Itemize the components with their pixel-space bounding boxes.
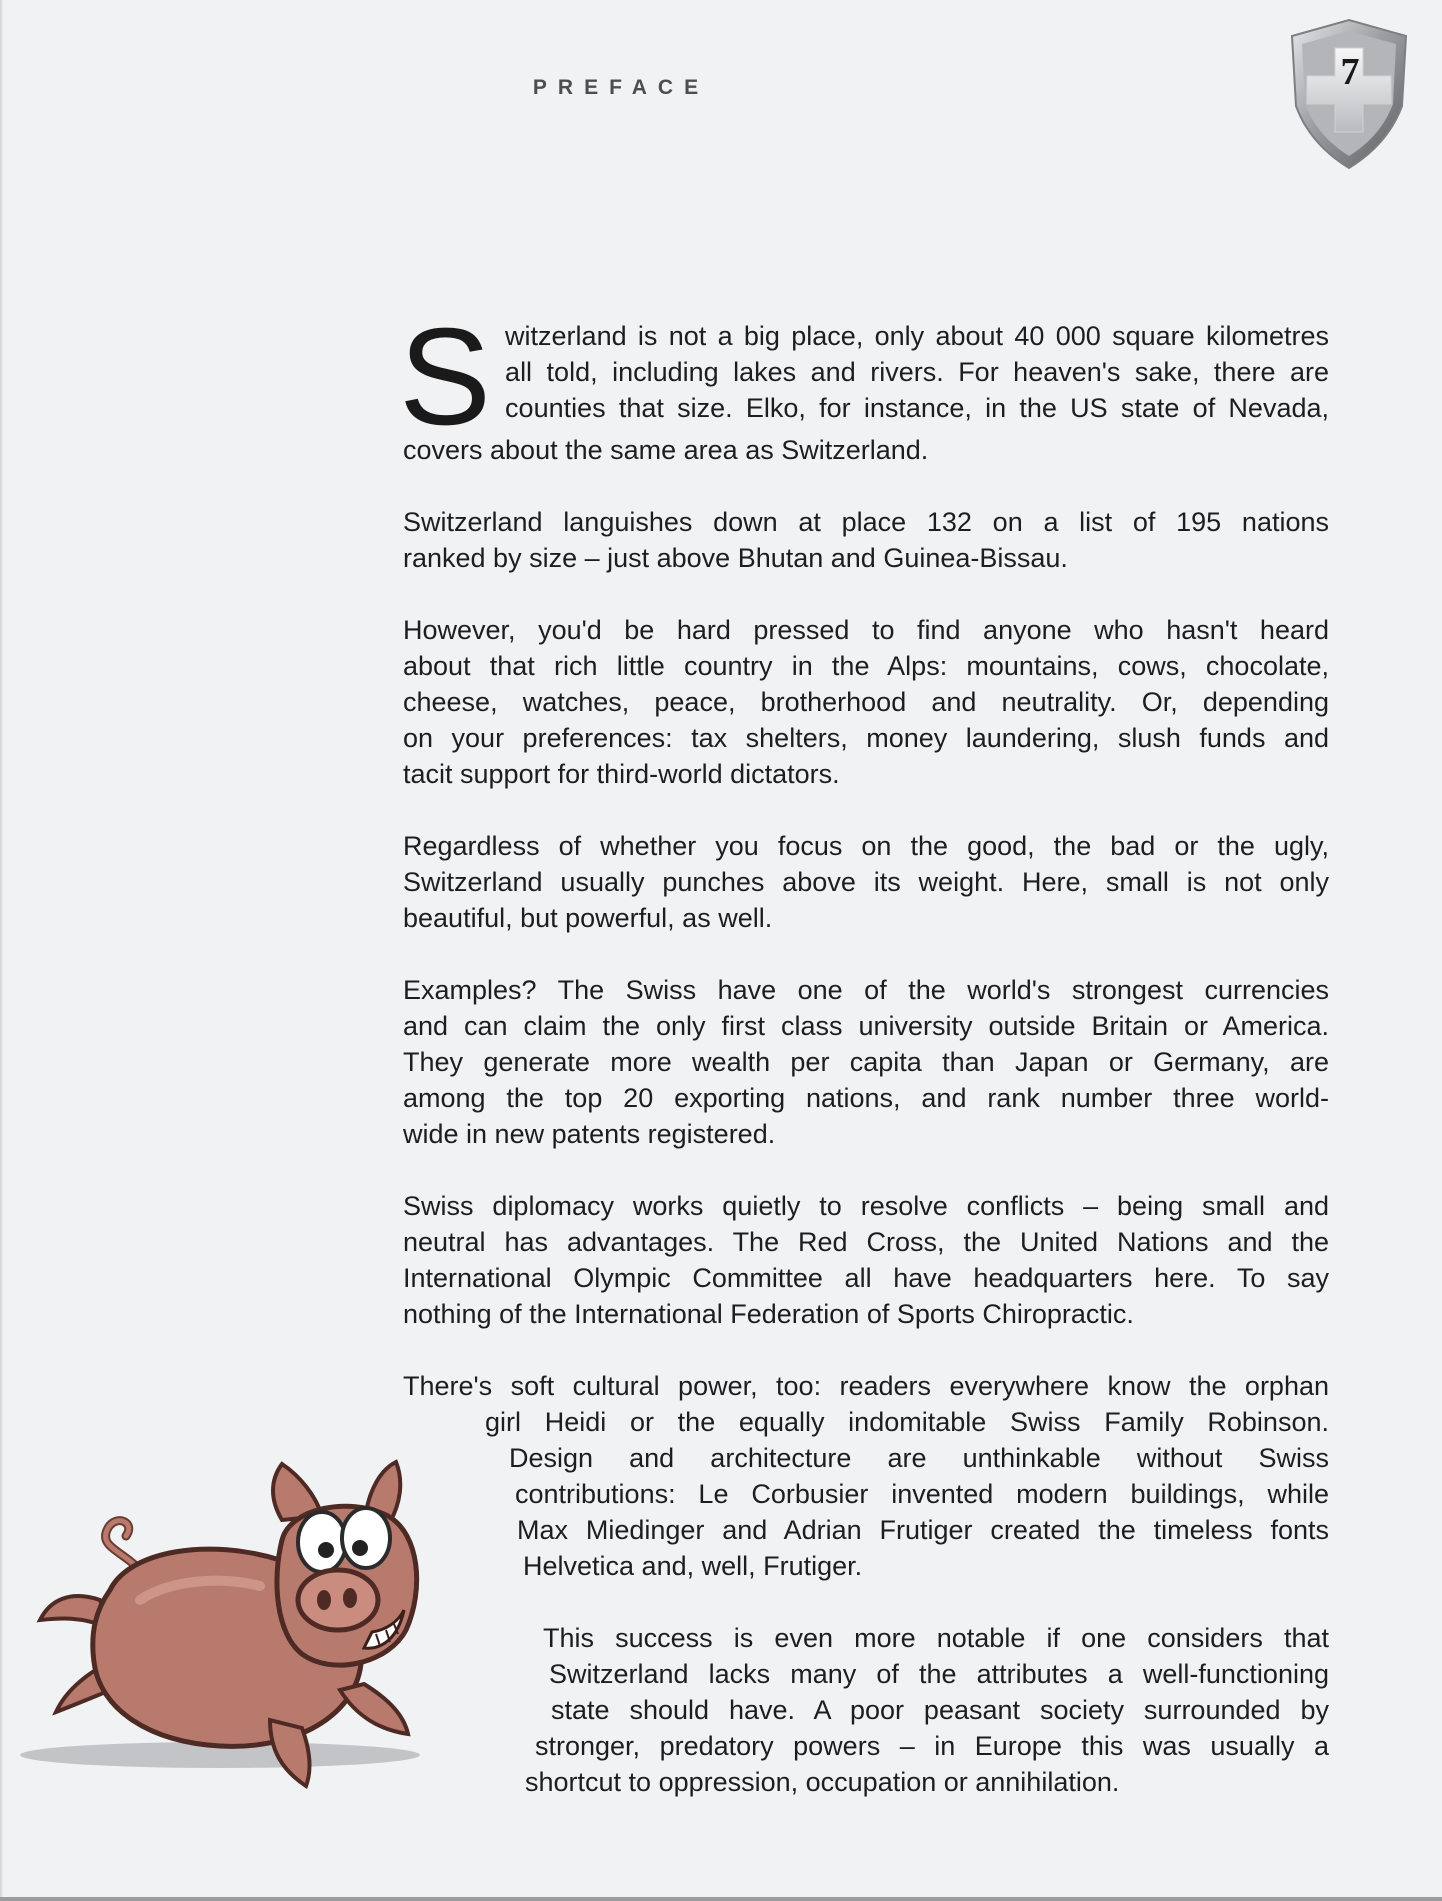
page-edge-bottom [0, 1897, 1442, 1901]
text-line: This success is even more notable if one considers that [543, 1623, 1329, 1653]
text-line: Switzerland lacks many of the attributes a well-functioning [549, 1659, 1329, 1689]
text-line: contributions: Le Corbusier invented modern buildings, while [515, 1479, 1329, 1509]
text-line: on your preferences: tax shelters, money laundering, slush funds and [403, 723, 1329, 753]
body-text [399, 300, 1329, 1836]
paragraph-7 [403, 1368, 1329, 1584]
text-line: ranked by size – just above Bhutan and Guinea-Bissau. [403, 543, 1068, 573]
paragraph-4 [403, 828, 1329, 936]
text-line: Examples? The Swiss have one of the world's strongest currencies [403, 975, 1329, 1005]
paragraph-2 [403, 504, 1329, 576]
text-line: among the top 20 exporting nations, and rank number three world- [403, 1083, 1329, 1113]
text-line: However, you'd be hard pressed to find anyone who hasn't heard [403, 615, 1329, 645]
text-line: stronger, predatory powers – in Europe this was usually a [535, 1731, 1329, 1761]
text-line: They generate more wealth per capita than Japan or Germany, are [403, 1047, 1329, 1077]
text-line: about that rich little country in the Alps: mountains, cows, chocolate, [403, 651, 1329, 681]
paragraph-6 [403, 1188, 1329, 1332]
text-line: Max Miedinger and Adrian Frutiger created the timeless fonts [517, 1515, 1329, 1545]
text-line: Design and architecture are unthinkable without Swiss [509, 1443, 1329, 1473]
text-line: cheese, watches, peace, brotherhood and neutrality. Or, depending [403, 687, 1329, 717]
text-line: covers about the same area as Switzerland. [403, 435, 929, 465]
flying-pig-illustration [20, 1450, 490, 1810]
text-line: nothing of the International Federation of Sports Chiropractic. [403, 1299, 1134, 1329]
text-line: Regardless of whether you focus on the good, the bad or the ugly, [403, 831, 1329, 861]
page-edge [0, 0, 3, 1901]
text-line: Swiss diplomacy works quietly to resolve conflicts – being small and [403, 1191, 1329, 1221]
page-number: 7 [1340, 51, 1360, 93]
text-line: witzerland is not a big place, only about 40 000 square kilometres [505, 321, 1329, 351]
text-line: tacit support for third-world dictators. [403, 759, 840, 789]
text-line: There's soft cultural power, too: readers everywhere know the orphan [403, 1371, 1329, 1401]
text-line: International Olympic Committee all have headquarters here. To say [403, 1263, 1329, 1293]
text-line: state should have. A poor peasant society surrounded by [551, 1695, 1329, 1725]
drop-cap: S [399, 300, 492, 454]
paragraph-3 [403, 612, 1329, 792]
paragraph-5 [403, 972, 1329, 1152]
swiss-shield-icon [1284, 14, 1414, 174]
text-line: neutral has advantages. The Red Cross, the United Nations and the [403, 1227, 1329, 1257]
section-title: PREFACE [532, 76, 710, 99]
text-line: counties that size. Elko, for instance, in the US state of Nevada, [505, 393, 1329, 423]
text-line: beautiful, but powerful, as well. [403, 903, 773, 933]
text-line: shortcut to oppression, occupation or annihilation. [525, 1767, 1120, 1797]
paragraph-8 [403, 1620, 1329, 1800]
text-line: all told, including lakes and rivers. For heaven's sake, there are [505, 357, 1329, 387]
text-line: and can claim the only first class university outside Britain or America. [403, 1011, 1329, 1041]
paragraph-1 [399, 300, 1329, 468]
running-header [0, 76, 1442, 100]
text-line: Switzerland usually punches above its weight. Here, small is not only [403, 867, 1329, 897]
text-line: wide in new patents registered. [403, 1119, 776, 1149]
text-line: Helvetica and, well, Frutiger. [523, 1551, 863, 1581]
text-line: girl Heidi or the equally indomitable Swiss Family Robinson. [485, 1407, 1329, 1437]
text-line: Switzerland languishes down at place 132 on a list of 195 nations [403, 507, 1329, 537]
